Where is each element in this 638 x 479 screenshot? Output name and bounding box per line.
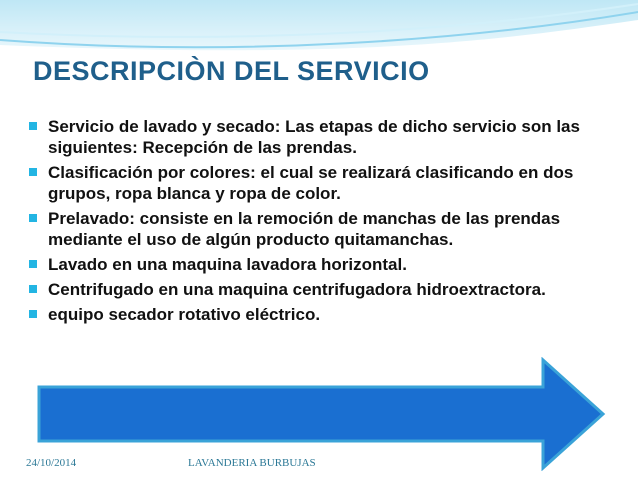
square-bullet-icon — [29, 122, 37, 130]
bullet-text: Servicio de lavado y secado: Las etapas de dicho servicio son las siguientes: Recepción de las prendas. — [48, 117, 580, 157]
footer-company-name: LAVANDERIA BURBUJAS — [188, 457, 316, 469]
service-bullet-list — [29, 116, 619, 329]
bullet-item-3 — [29, 208, 619, 250]
bullet-text: Prelavado: consiste en la remoción de manchas de las prendas mediante el uso de algún producto quitamanchas. — [48, 209, 561, 249]
bullet-text: Lavado en una maquina lavadora horizontal. — [48, 255, 407, 274]
bullet-text: Clasificación por colores: el cual se realizará clasificando en dos grupos, ropa blanca y ropa de color. — [48, 163, 574, 203]
slide-title: DESCRIPCIÒN DEL SERVICIO — [33, 56, 430, 86]
square-bullet-icon — [29, 285, 37, 293]
bullet-item-6 — [29, 304, 619, 325]
bullet-text: equipo secador rotativo eléctrico. — [48, 305, 321, 324]
bullet-text: Centrifugado en una maquina centrifugadora hidroextractora. — [48, 280, 546, 299]
bullet-item-5 — [29, 279, 619, 300]
right-arrow-shape — [35, 357, 607, 471]
bullet-item-1 — [29, 116, 619, 158]
bullet-item-2 — [29, 162, 619, 204]
square-bullet-icon — [29, 214, 37, 222]
square-bullet-icon — [29, 168, 37, 176]
square-bullet-icon — [29, 310, 37, 318]
bullet-item-4 — [29, 254, 619, 275]
square-bullet-icon — [29, 260, 37, 268]
footer-date: 24/10/2014 — [26, 457, 77, 469]
